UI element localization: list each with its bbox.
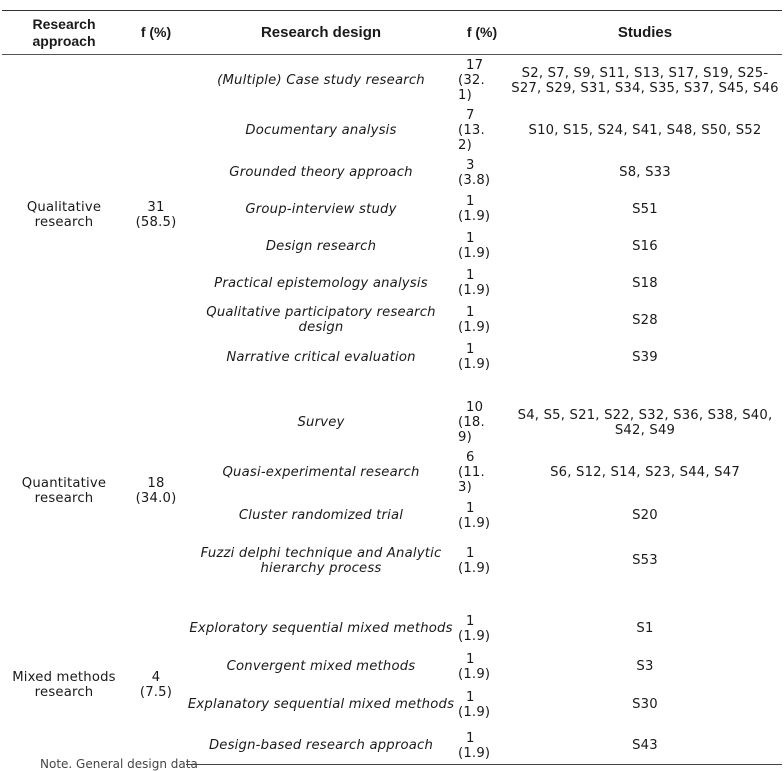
approach-frequency-cell <box>126 606 186 765</box>
studies-cell: S16 <box>632 238 658 254</box>
design-pct: (1.9) <box>458 628 491 644</box>
research-design-cell: Survey <box>297 415 345 430</box>
studies-cell: S10, S15, S24, S41, S48, S50, S52 <box>528 123 762 138</box>
studies-cell: S39 <box>632 349 658 365</box>
research-design-cell: Cluster randomized trial <box>238 508 404 523</box>
design-pct: (1.9) <box>458 320 491 335</box>
studies-cell: S51 <box>632 201 658 217</box>
design-pct: (32.1) <box>458 73 485 104</box>
research-design-cell: Quasi-experimental research <box>222 465 420 480</box>
approach-f: 31 <box>147 200 165 216</box>
approach-pct: (34.0) <box>135 490 177 506</box>
research-approach-cell: Quantitative research <box>21 475 107 506</box>
approach-pct: (7.5) <box>139 685 173 700</box>
design-pct: (1.9) <box>458 666 491 682</box>
group-spacer <box>2 376 782 396</box>
studies-cell: S3 <box>636 659 654 674</box>
approach-pct: (58.5) <box>135 215 177 231</box>
table-row <box>2 396 782 450</box>
design-pct: (1.9) <box>458 515 491 531</box>
design-pct: (3.8) <box>458 172 491 188</box>
design-pct: (1.9) <box>458 357 491 372</box>
design-f: 17 <box>466 58 484 74</box>
spacer-cell <box>2 376 782 396</box>
design-f: 1 <box>466 342 475 357</box>
design-frequency-cell <box>456 652 508 682</box>
header-studies: Studies <box>508 11 782 55</box>
design-pct: (1.9) <box>458 560 491 576</box>
design-frequency-cell <box>456 55 508 107</box>
design-f: 1 <box>466 545 475 561</box>
design-frequency-cell <box>456 536 508 586</box>
design-f: 1 <box>466 651 475 667</box>
design-pct: (18.9) <box>458 415 485 445</box>
studies-cell: S4, S5, S21, S22, S32, S36, S38, S40, S42, S49 <box>517 407 773 438</box>
design-frequency-cell <box>456 228 508 265</box>
group-spacer <box>2 586 782 606</box>
studies-cell: S43 <box>508 728 782 765</box>
design-frequency-cell <box>456 682 508 728</box>
header-f-design: f (%) <box>456 11 508 55</box>
research-design-cell: Design research <box>265 238 377 254</box>
design-f: 1 <box>466 500 475 516</box>
design-f: 1 <box>466 730 475 746</box>
studies-cell: S53 <box>632 553 658 568</box>
table-note: Note. General design data <box>40 757 198 771</box>
design-pct: (13.2) <box>458 123 485 153</box>
research-design-cell: Exploratory sequential mixed methods <box>189 621 453 636</box>
design-f: 1 <box>466 194 475 209</box>
studies-cell: S30 <box>632 697 658 712</box>
research-design-cell: Grounded theory approach <box>229 165 413 180</box>
design-f: 1 <box>466 268 475 283</box>
design-pct: (1.9) <box>458 745 491 761</box>
design-f: 3 <box>466 157 475 173</box>
design-f: 6 <box>466 450 475 465</box>
research-design-cell: Design-based research approach <box>186 728 456 765</box>
header-research-approach: Research approach <box>2 11 126 55</box>
research-design-cell: Convergent mixed methods <box>226 659 416 674</box>
design-f: 1 <box>466 689 475 705</box>
design-frequency-cell <box>456 302 508 339</box>
research-design-cell: Narrative critical evaluation <box>226 349 416 365</box>
design-pct: (1.9) <box>458 209 491 224</box>
design-frequency-cell <box>456 728 508 765</box>
header-row <box>2 11 782 55</box>
table-row <box>2 606 782 652</box>
approach-frequency-cell <box>126 396 186 586</box>
design-f: 1 <box>466 305 475 320</box>
design-pct: (1.9) <box>458 704 491 720</box>
research-design-cell: Practical epistemology analysis <box>214 275 428 291</box>
design-f: 10 <box>466 400 484 415</box>
design-pct: (1.9) <box>458 283 491 298</box>
header-research-design: Research design <box>186 11 456 55</box>
design-f: 1 <box>466 231 475 246</box>
research-design-cell: Qualitative participatory research design <box>206 305 436 335</box>
design-f: 1 <box>466 613 475 629</box>
studies-cell: S28 <box>632 312 658 328</box>
research-approach-cell: Mixed methods research <box>12 670 116 700</box>
design-pct: (1.9) <box>458 246 491 261</box>
design-f: 7 <box>466 108 475 123</box>
studies-cell: S20 <box>632 508 658 523</box>
design-frequency-cell <box>456 396 508 450</box>
studies-cell: S1 <box>636 621 654 636</box>
approach-f: 4 <box>151 670 161 685</box>
studies-cell: S8, S33 <box>619 165 671 180</box>
research-design-cell: (Multiple) Case study research <box>217 73 425 89</box>
design-frequency-cell <box>456 496 508 536</box>
design-frequency-cell <box>456 107 508 155</box>
design-frequency-cell <box>456 155 508 191</box>
design-frequency-cell <box>456 265 508 302</box>
design-pct: (11.3) <box>458 465 485 495</box>
design-frequency-cell <box>456 450 508 496</box>
design-frequency-cell <box>456 191 508 228</box>
research-design-table <box>2 10 782 765</box>
research-design-cell: Fuzzi delphi technique and Analytic hierarchy process <box>200 545 442 576</box>
approach-frequency-cell <box>126 55 186 376</box>
table-row <box>2 55 782 107</box>
research-design-cell: Group-interview study <box>245 201 397 217</box>
design-frequency-cell <box>456 339 508 376</box>
approach-f: 18 <box>147 475 165 491</box>
studies-cell: S18 <box>632 275 658 291</box>
research-design-cell: Documentary analysis <box>245 123 397 138</box>
design-frequency-cell <box>456 606 508 652</box>
studies-cell: S6, S12, S14, S23, S44, S47 <box>550 465 740 480</box>
research-design-cell: Explanatory sequential mixed methods <box>187 697 455 712</box>
studies-cell: S2, S7, S9, S11, S13, S17, S19, S25-S27, S29, S31, S34, S35, S37, S45, S46 <box>511 65 779 96</box>
header-f-approach: f (%) <box>126 11 186 55</box>
research-approach-cell: Qualitative research <box>26 200 102 231</box>
table-body <box>2 55 782 765</box>
spacer-cell <box>2 586 782 606</box>
